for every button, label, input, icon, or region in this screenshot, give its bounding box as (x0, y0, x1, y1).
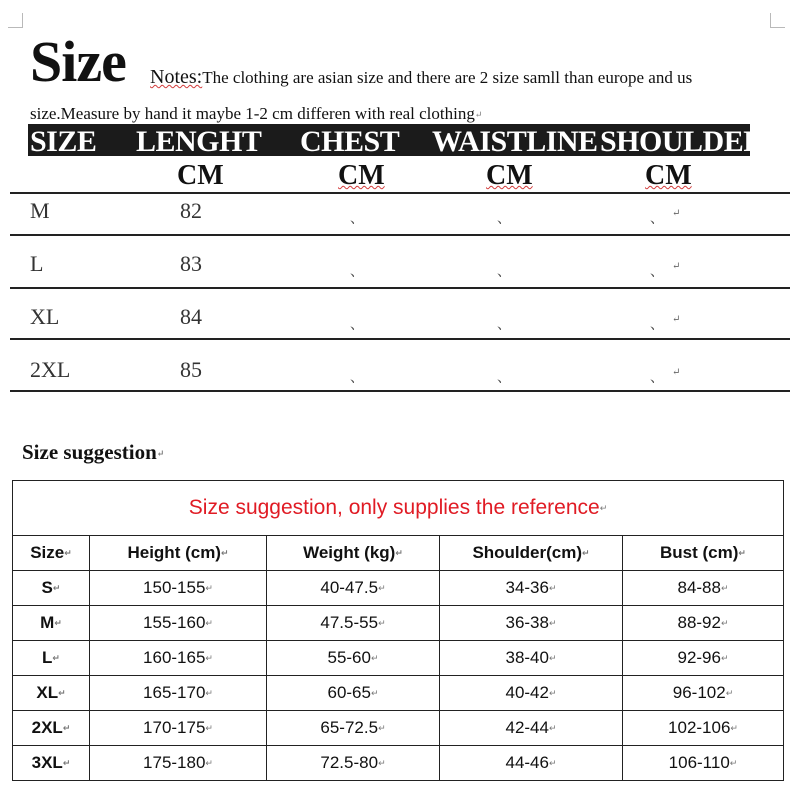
notes-label: Notes: (150, 66, 203, 88)
paragraph-mark-icon: ↵ (672, 367, 681, 378)
notes-line-2 (30, 104, 482, 124)
paragraph-mark-icon: ↵ (720, 653, 729, 664)
paragraph-mark-icon: ↵ (720, 618, 729, 629)
header-waistline: WAISTLINE (432, 125, 598, 158)
table-rule (10, 338, 790, 340)
paragraph-mark-icon: ↵ (548, 618, 557, 629)
cell-text: 42-44 (505, 718, 549, 737)
paragraph-mark-icon: ↵ (474, 109, 483, 120)
paragraph-mark-icon: ↵ (725, 688, 734, 699)
table-row (13, 641, 784, 676)
cell-height (90, 641, 267, 676)
paragraph-mark-icon: ↵ (599, 502, 608, 513)
paragraph-mark-icon: ↵ (672, 314, 681, 325)
paragraph-mark-icon: ↵ (378, 583, 386, 594)
size-suggestion-table (12, 480, 784, 781)
row-size: M (30, 198, 50, 223)
cell-bust (623, 606, 784, 641)
notes-line-1 (150, 66, 692, 89)
row-length: 82 (180, 198, 202, 223)
cell-size (13, 676, 90, 711)
cell-text: 3XL (31, 753, 63, 772)
cell-text: 40-47.5 (320, 578, 379, 597)
table-rule (10, 390, 790, 392)
cell-weight (267, 606, 440, 641)
header-size: SIZE (30, 125, 97, 158)
row-size: L (30, 251, 44, 276)
suggestion-heading-text: Size suggestion (22, 440, 157, 464)
table-row (0, 357, 800, 407)
row-length: 84 (180, 304, 202, 329)
notes-text-1: The clothing are asian size and there are 2 size samll than europe and us (202, 68, 693, 87)
paragraph-mark-icon: ↵ (720, 583, 729, 594)
row-length: 83 (180, 251, 202, 276)
cell-bust (623, 571, 784, 606)
cell-shoulder (440, 571, 623, 606)
paragraph-mark-icon: ↵ (156, 448, 165, 459)
col-header-weight (267, 536, 440, 571)
paragraph-mark-icon: ↵ (548, 688, 557, 699)
table-rule (10, 234, 790, 236)
paragraph-mark-icon: ↵ (395, 548, 403, 559)
measurement-header-bar (28, 124, 765, 158)
page-title: Size (30, 29, 126, 94)
cell-text: M (40, 613, 55, 632)
paragraph-mark-icon: ↵ (205, 583, 213, 594)
col-header-height (90, 536, 267, 571)
cell-height (90, 711, 267, 746)
table-rule (10, 192, 790, 194)
cell-text: S (41, 578, 53, 597)
paragraph-mark-icon: ↵ (205, 688, 213, 699)
cell-bust (623, 641, 784, 676)
cell-shoulder (440, 641, 623, 676)
row-chest: 、 (350, 212, 364, 227)
cell-text: 88-92 (677, 613, 721, 632)
table-row (13, 606, 784, 641)
cell-height (90, 676, 267, 711)
paragraph-mark-icon: ↵ (58, 688, 66, 699)
cell-text: 102-106 (668, 718, 731, 737)
cell-shoulder (440, 676, 623, 711)
table-row (13, 571, 784, 606)
cell-bust (623, 711, 784, 746)
row-waist: 、 (497, 371, 511, 386)
paragraph-mark-icon: ↵ (672, 261, 681, 272)
row-waist: 、 (497, 318, 511, 333)
paragraph-mark-icon: ↵ (370, 688, 379, 699)
paragraph-mark-icon: ↵ (205, 723, 213, 734)
header-length: LENGHT (136, 125, 262, 158)
cell-text: 2XL (31, 718, 63, 737)
paragraph-mark-icon: ↵ (738, 548, 746, 559)
paragraph-mark-icon: ↵ (52, 583, 61, 594)
cell-weight (267, 746, 440, 781)
paragraph-mark-icon: ↵ (205, 618, 213, 629)
row-chest: 、 (350, 265, 364, 280)
paragraph-mark-icon: ↵ (220, 548, 229, 559)
paragraph-mark-icon: ↵ (205, 758, 213, 769)
unit-shoulder: CM (645, 160, 692, 191)
header-chest: CHEST (300, 125, 400, 158)
unit-waist: CM (486, 160, 533, 191)
unit-row (0, 160, 800, 190)
cell-weight (267, 641, 440, 676)
cell-text: 55-60 (327, 648, 371, 667)
row-waist: 、 (497, 212, 511, 227)
paragraph-mark-icon: ↵ (548, 583, 557, 594)
cell-text: 47.5-55 (320, 613, 379, 632)
paragraph-mark-icon: ↵ (729, 758, 738, 769)
paragraph-mark-icon: ↵ (548, 653, 557, 664)
col-header-bust (623, 536, 784, 571)
unit-length: CM (177, 160, 224, 191)
row-chest: 、 (350, 318, 364, 333)
page-corner-mark-left (8, 13, 23, 28)
table-row (13, 746, 784, 781)
col-header-text: Height (cm) (127, 543, 221, 562)
paragraph-mark-icon: ↵ (64, 548, 72, 559)
paragraph-mark-icon: ↵ (672, 208, 681, 219)
cell-text: 165-170 (143, 683, 206, 702)
suggestion-heading (22, 440, 164, 465)
paragraph-mark-icon: ↵ (378, 723, 386, 734)
header-shoulder: SHOULDER (600, 125, 765, 158)
cell-size (13, 711, 90, 746)
cell-text: 44-46 (505, 753, 549, 772)
cell-height (90, 606, 267, 641)
col-header-text: Shoulder(cm) (472, 543, 582, 562)
paragraph-mark-icon: ↵ (582, 548, 590, 559)
cell-weight (267, 711, 440, 746)
notes-text-2: size.Measure by hand it maybe 1-2 cm differen with real clothing (30, 104, 475, 123)
row-shoulder: 、 (650, 318, 664, 333)
row-shoulder: 、 (650, 212, 664, 227)
table-caption (13, 481, 784, 536)
table-row (13, 711, 784, 746)
cell-text: XL (36, 683, 59, 702)
col-header-text: Size (30, 543, 65, 562)
cell-text: 72.5-80 (320, 753, 379, 772)
page-corner-mark-right (770, 13, 785, 28)
cell-shoulder (440, 606, 623, 641)
cell-shoulder (440, 746, 623, 781)
row-waist: 、 (497, 265, 511, 280)
paragraph-mark-icon: ↵ (378, 758, 386, 769)
cell-text: 36-38 (505, 613, 549, 632)
unit-chest: CM (338, 160, 385, 191)
cell-size (13, 746, 90, 781)
cell-text: 170-175 (143, 718, 206, 737)
cell-text: 160-165 (143, 648, 206, 667)
paragraph-mark-icon: ↵ (52, 653, 60, 664)
paragraph-mark-icon: ↵ (54, 618, 62, 629)
cell-text: 38-40 (505, 648, 549, 667)
cell-text: 96-102 (672, 683, 726, 702)
cell-size (13, 641, 90, 676)
paragraph-mark-icon: ↵ (548, 723, 557, 734)
paragraph-mark-icon: ↵ (205, 653, 213, 664)
cell-text: L (42, 648, 53, 667)
paragraph-mark-icon: ↵ (62, 758, 71, 769)
row-shoulder: 、 (650, 265, 664, 280)
row-chest: 、 (350, 371, 364, 386)
row-size: XL (30, 304, 60, 329)
cell-text: 40-42 (505, 683, 549, 702)
paragraph-mark-icon: ↵ (730, 723, 738, 734)
cell-size (13, 606, 90, 641)
cell-text: 65-72.5 (320, 718, 379, 737)
table-row (0, 304, 800, 354)
row-shoulder: 、 (650, 371, 664, 386)
paragraph-mark-icon: ↵ (548, 758, 557, 769)
row-size: 2XL (30, 357, 71, 382)
cell-bust (623, 676, 784, 711)
col-header-text: Weight (kg) (303, 543, 396, 562)
cell-size (13, 571, 90, 606)
cell-text: 175-180 (143, 753, 206, 772)
cell-height (90, 571, 267, 606)
cell-weight (267, 676, 440, 711)
cell-shoulder (440, 711, 623, 746)
cell-text: 155-160 (143, 613, 206, 632)
cell-weight (267, 571, 440, 606)
col-header-size (13, 536, 90, 571)
paragraph-mark-icon: ↵ (370, 653, 379, 664)
header-row (13, 536, 784, 571)
cell-text: 150-155 (143, 578, 206, 597)
cell-text: 84-88 (677, 578, 721, 597)
col-header-text: Bust (cm) (660, 543, 739, 562)
cell-text: 106-110 (668, 753, 730, 772)
col-header-shoulder (440, 536, 623, 571)
table-row (13, 676, 784, 711)
table-rule (10, 287, 790, 289)
paragraph-mark-icon: ↵ (378, 618, 386, 629)
cell-text: 34-36 (505, 578, 549, 597)
table-row (0, 198, 800, 248)
table-row (0, 251, 800, 301)
row-length: 85 (180, 357, 202, 382)
cell-bust (623, 746, 784, 781)
cell-text: 92-96 (677, 648, 721, 667)
caption-row (13, 481, 784, 536)
caption-text: Size suggestion, only supplies the reference (188, 496, 600, 519)
cell-text: 60-65 (327, 683, 371, 702)
paragraph-mark-icon: ↵ (62, 723, 71, 734)
cell-height (90, 746, 267, 781)
